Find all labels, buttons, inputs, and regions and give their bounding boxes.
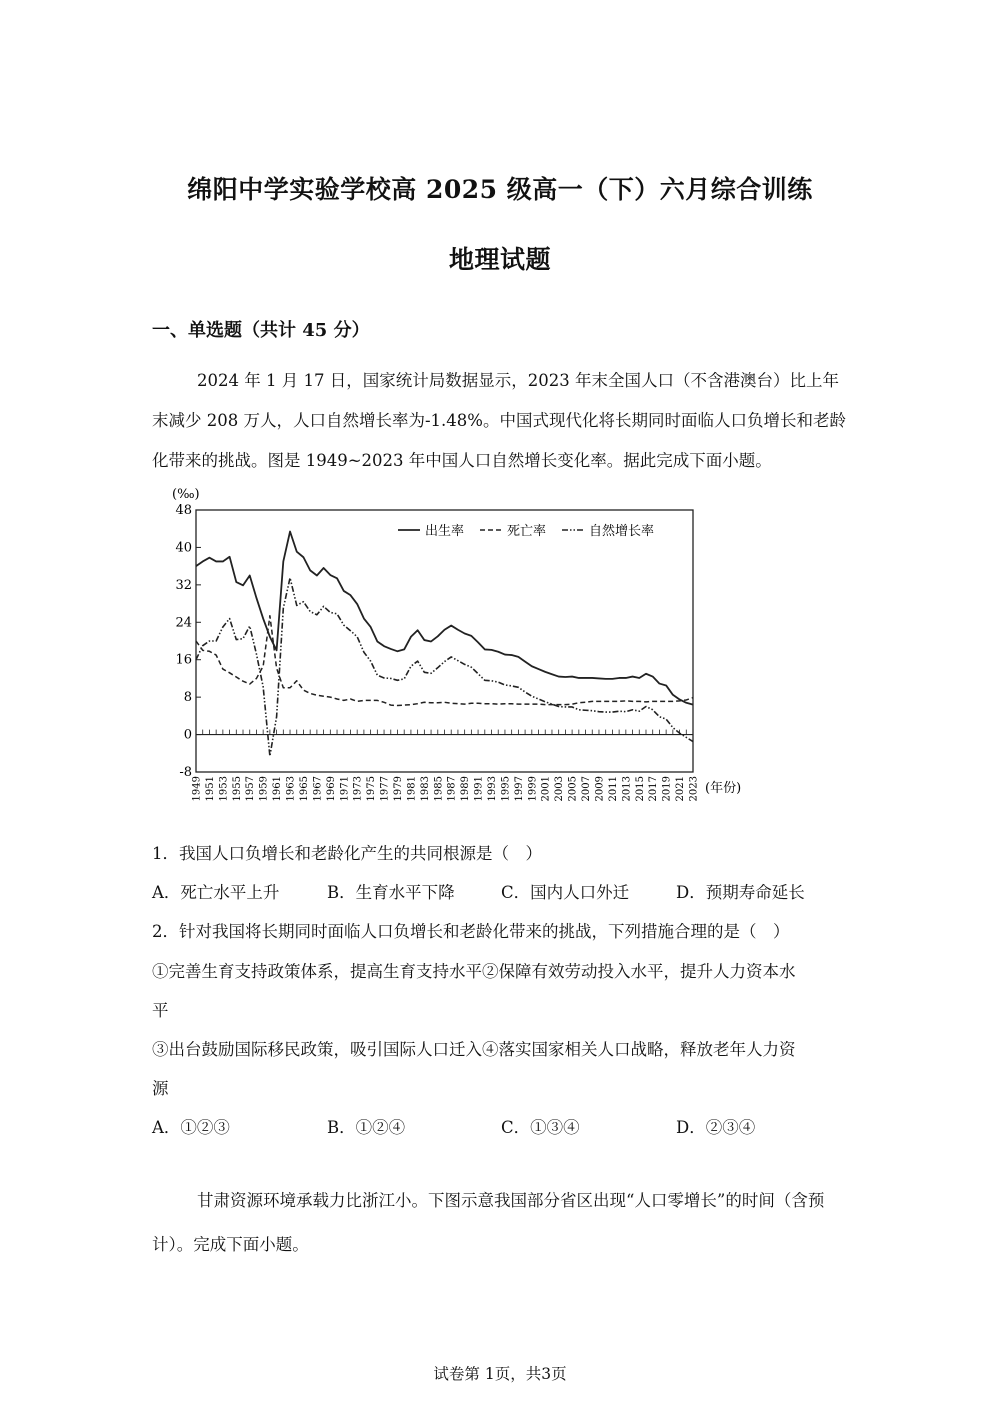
section-heading: 一、单选题（共计 45 分） (152, 320, 370, 341)
x-tick-label: 1953 (218, 776, 230, 802)
y-tick-label: -8 (179, 765, 192, 780)
x-tick-label: 1977 (379, 776, 391, 802)
q2-statement-line1-cont: 平 (152, 1001, 169, 1020)
chart-ylabel: (‰) (172, 487, 200, 502)
x-tick-label: 1951 (204, 776, 216, 802)
q2-statement-line2-cont: 源 (152, 1079, 169, 1098)
x-tick-label: 1955 (231, 776, 243, 802)
x-tick-label: 2007 (581, 776, 593, 802)
y-tick-label: 32 (175, 577, 192, 593)
x-tick-label: 1991 (473, 776, 485, 802)
x-tick-label: 1959 (258, 776, 270, 802)
x-tick-label: 1957 (245, 776, 257, 802)
page-footer: 试卷第 1页，共3页 (433, 1365, 567, 1383)
x-tick-label: 1987 (446, 776, 458, 802)
q2-statement-line1: ①完善生育支持政策体系，提高生育支持水平②保障有效劳动投入水平，提升人力资本水 (152, 962, 796, 981)
x-tick-label: 1963 (285, 776, 297, 802)
q1-option-c[interactable]: C．国内人口外迁 (501, 883, 630, 902)
q2-option-d[interactable]: D．②③④ (676, 1118, 756, 1137)
x-tick-label: 2005 (567, 776, 579, 802)
y-tick-label: 16 (175, 652, 192, 668)
x-tick-label: 2013 (621, 776, 633, 802)
x-tick-label: 2011 (607, 776, 619, 802)
x-tick-label: 1993 (487, 776, 499, 802)
x-tick-label: 1995 (500, 776, 512, 802)
x-tick-label: 1961 (272, 776, 284, 802)
x-tick-label: 2009 (594, 776, 606, 802)
x-tick-label: 1981 (406, 776, 418, 802)
intro-paragraph: 2024 年 1 月 17 日，国家统计局数据显示，2023 年末全国人口（不含港澳台）比上年末减少 208 万人，人口自然增长率为-1.48%。中国式现代化将长期同时面临人口负增长和老龄化带来的挑战。图是 1949~2023 年中国人口自然增长变化率。据此完成下面小题。 (152, 371, 846, 470)
x-tick-label: 2017 (648, 776, 660, 802)
x-ticks (192, 776, 700, 801)
x-tick-label: 1949 (191, 776, 203, 802)
x-tick-label: 2001 (540, 776, 552, 802)
x-tick-label: 2023 (688, 776, 700, 802)
page-title: 绵阳中学实验学校高 2025 级高一（下）六月综合训练 (187, 175, 813, 204)
series-lines (196, 532, 693, 757)
x-tick-label: 2019 (661, 776, 673, 802)
q1-stem: 1．我国人口负增长和老龄化产生的共同根源是（ ） (152, 844, 542, 863)
legend-label-natural: 自然增长率 (589, 524, 655, 539)
legend-label-birth: 出生率 (425, 524, 465, 539)
x-tick-label: 1971 (339, 776, 351, 802)
x-tick-label: 2021 (675, 776, 687, 802)
q2-option-b[interactable]: B．①②④ (327, 1118, 406, 1137)
y-tick-label: 0 (183, 727, 192, 743)
x-tick-label: 1975 (366, 776, 378, 802)
x-tick-label: 1989 (460, 776, 472, 802)
x-tick-label: 1983 (419, 776, 431, 802)
x-tick-label: 2003 (554, 776, 566, 802)
q2-option-c[interactable]: C．①③④ (501, 1118, 580, 1137)
y-tick-label: 40 (175, 540, 192, 556)
x-tick-label: 1979 (392, 776, 404, 802)
q1-option-b[interactable]: B．生育水平下降 (327, 883, 455, 902)
series-line-2 (196, 578, 693, 756)
q2-statement-line2: ③出台鼓励国际移民政策，吸引国际人口迁入④落实国家相关人口战略，释放老年人力资 (152, 1040, 796, 1059)
chart-legend (398, 523, 654, 539)
y-tick-label: 8 (183, 690, 192, 706)
q1-option-a[interactable]: A．死亡水平上升 (152, 883, 280, 902)
x-tick-label: 1965 (298, 776, 310, 802)
zero-line (196, 730, 693, 735)
x-tick-label: 1985 (433, 776, 445, 802)
y-tick-label: 24 (175, 615, 192, 631)
x-tick-label: 1997 (513, 776, 525, 802)
intro2-paragraph: 甘肃资源环境承载力比浙江小。下图示意我国部分省区出现“人口零增长”的时间（含预计）。完成下面小题。 (152, 1191, 825, 1254)
x-tick-label: 2015 (634, 776, 646, 802)
y-tick-label: 48 (175, 503, 192, 518)
q2-stem: 2．针对我国将长期同时面临人口负增长和老龄化带来的挑战，下列措施合理的是（ ） (152, 922, 790, 941)
x-tick-label: 1999 (527, 776, 539, 802)
q2-option-a[interactable]: A．①②③ (152, 1118, 230, 1137)
page-subtitle: 地理试题 (448, 245, 551, 274)
chart-xlabel: (年份) (705, 781, 742, 796)
q1-option-d[interactable]: D．预期寿命延长 (676, 883, 805, 902)
x-tick-label: 1969 (325, 776, 337, 802)
legend-label-death: 死亡率 (507, 524, 547, 539)
x-tick-label: 1967 (312, 776, 324, 802)
population-rate-chart (150, 482, 810, 812)
x-tick-label: 1973 (352, 776, 364, 802)
